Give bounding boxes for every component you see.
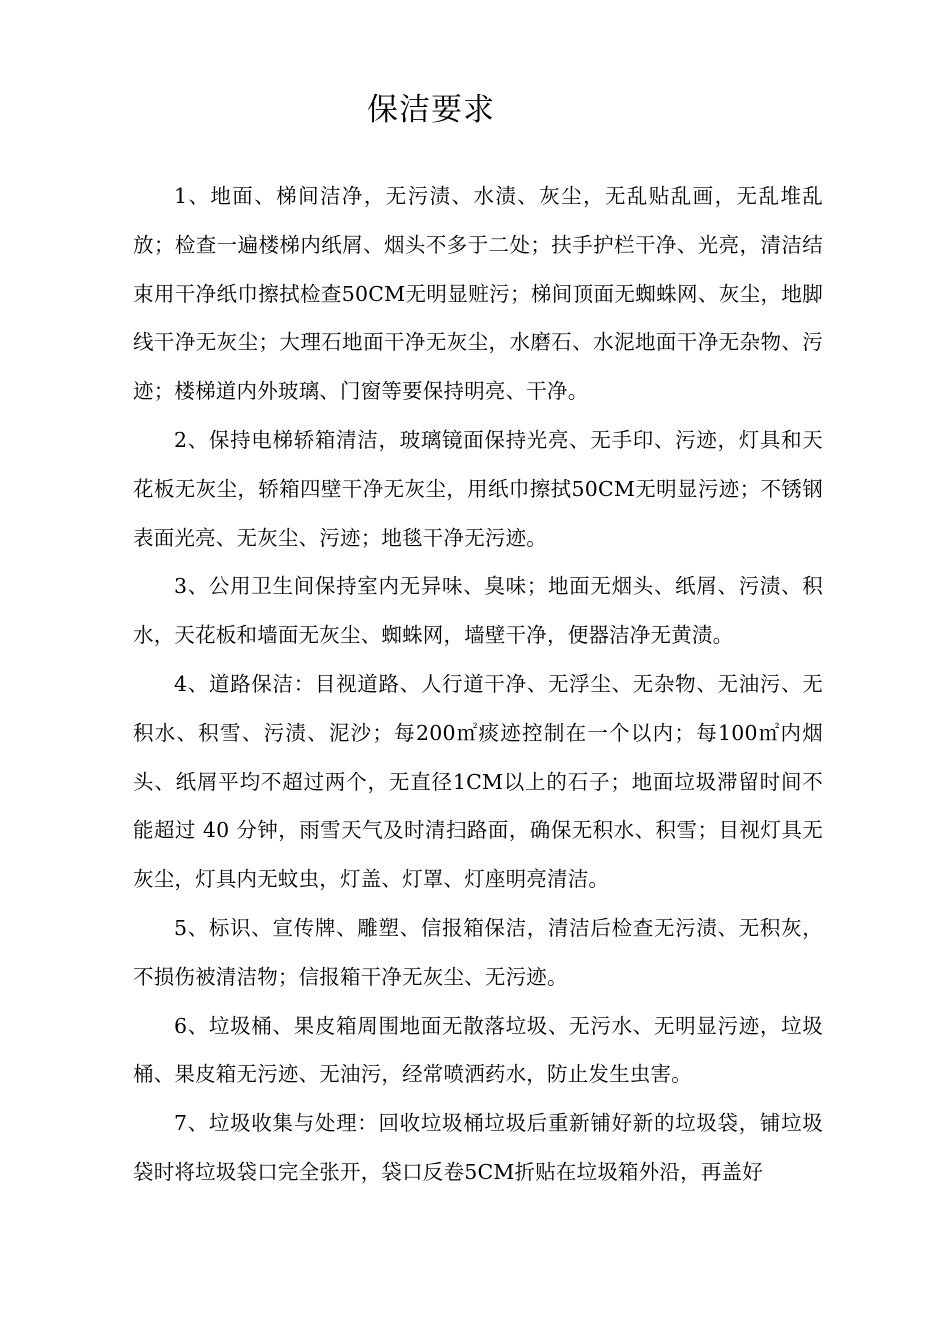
paragraph-6: 6、垃圾桶、果皮箱周围地面无散落垃圾、无污水、无明显污迹，垃圾桶、果皮箱无污迹、无油污，经常喷洒药水，防止发生虫害。 (133, 1013, 823, 1087)
paragraph-3: 3、公用卫生间保持室内无异味、臭味；地面无烟头、纸屑、污渍、积水，天花板和墙面无灰尘、蜘蛛网，墙壁干净，便器洁净无黄渍。 (133, 574, 823, 648)
document-body (133, 172, 823, 1197)
document-title: 保洁要求 (367, 92, 495, 128)
paragraph-2: 2、保持电梯轿箱清洁，玻璃镜面保持光亮、无手印、污迹，灯具和天花板无灰尘，轿箱四壁干净无灰尘，用纸巾擦拭50CM无明显污迹；不锈钢表面光亮、无灰尘、污迹；地毯干净无污迹。 (133, 427, 823, 550)
paragraph-7: 7、垃圾收集与处理：回收垃圾桶垃圾后重新铺好新的垃圾袋，铺垃圾袋时将垃圾袋口完全张开，袋口反卷5CM折贴在垃圾箱外沿，再盖好 (133, 1111, 823, 1184)
paragraph-5: 5、标识、宣传牌、雕塑、信报箱保洁，清洁后检查无污渍、无积灰，不损伤被清洁物；信报箱干净无灰尘、无污迹。 (133, 915, 823, 989)
paragraph-4: 4、道路保洁：目视道路、人行道干净、无浮尘、无杂物、无油污、无积水、积雪、污渍、泥沙；每200㎡痰迹控制在一个以内；每100㎡内烟头、纸屑平均不超过两个，无直径1CM以上的石子；地面垃圾滞留时间不能超过 40 分钟，雨雪天气及时清扫路面，确保无积水、积雪；目视灯具无灰尘，灯具内无蚊虫，灯盖、灯罩、灯座明亮清洁。 (133, 671, 823, 892)
paragraph-1: 1、地面、梯间洁净，无污渍、水渍、灰尘，无乱贴乱画，无乱堆乱放；检查一遍楼梯内纸屑、烟头不多于二处；扶手护栏干净、光亮，清洁结束用干净纸巾擦拭检查50CM无明显赃污；梯间顶面无蜘蛛网、灰尘，地脚线干净无灰尘；大理石地面干净无灰尘，水磨石、水泥地面干净无杂物、污迹；楼梯道内外玻璃、门窗等要保持明亮、干净。 (133, 184, 823, 404)
